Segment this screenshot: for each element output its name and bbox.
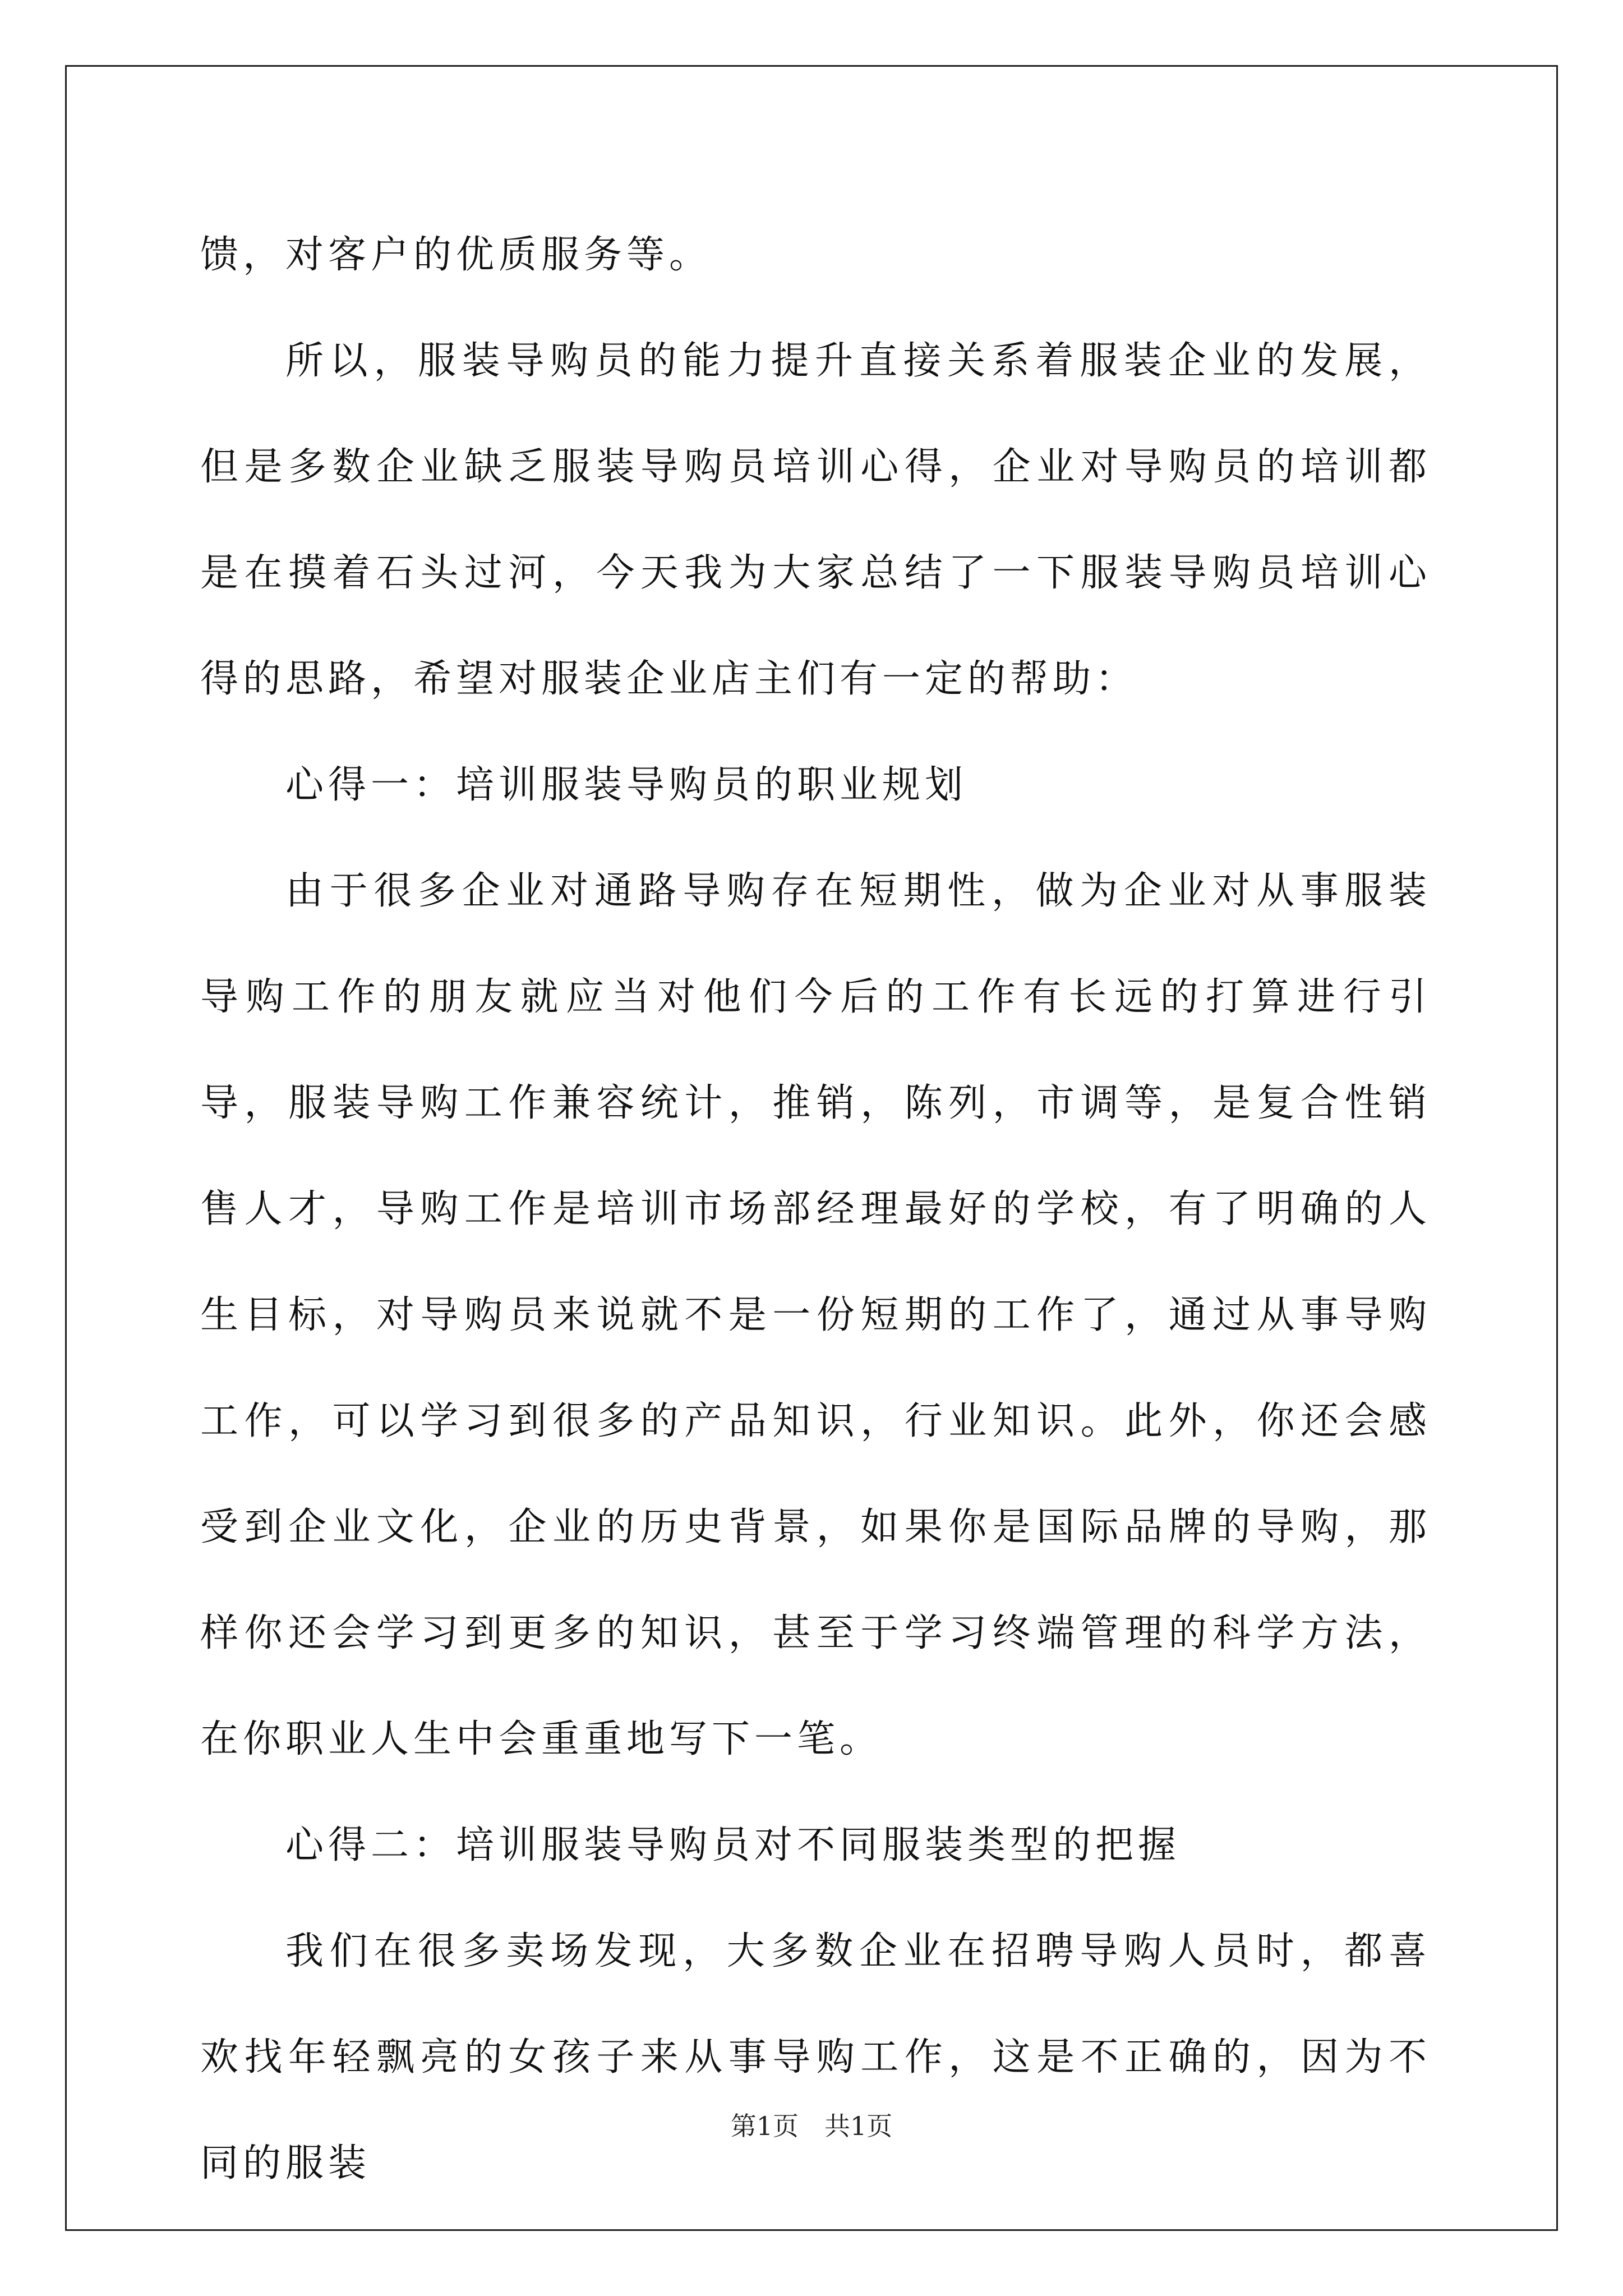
paragraph-career-planning: 由于很多企业对通路导购存在短期性，做为企业对从事服装导购工作的朋友就应当对他们今后的工作有长远的打算进行引导，服装导购工作兼容统计，推销，陈列，市调等，是复合性销售人才，导购工作是培训市场部经理最好的学校，有了明确的人生目标，对导购员来说就不是一份短期的工作了，通过从事导购工作，可以学习到很多的产品知识，行业知识。此外，你还会感受到企业文化，企业的历史背景，如果你是国际品牌的导购，那样你还会学习到更多的知识，甚至于学习终端管理的科学方法，在你职业人生中会重重地写下一笔。 [200,869,1431,1761]
paragraph-continuation: 馈，对客户的优质服务等。 [200,233,712,277]
paragraph-clothing-types: 我们在很多卖场发现，大多数企业在招聘导购人员时，都喜欢找年轻飘亮的女孩子来从事导购工作，这是不正确的，因为不同的服装 [200,1929,1431,2185]
paragraph-intro: 所以，服装导购员的能力提升直接关系着服装企业的发展，但是多数企业缺乏服装导购员培训心得，企业对导购员的培训都是在摸着石头过河，今天我为大家总结了一下服装导购员培训心得的思路，希望对服装企业店主们有一定的帮助： [200,339,1431,701]
document-body [200,202,1431,2216]
section-heading-1: 心得一：培训服装导购员的职业规划 [285,763,968,807]
section-heading-2: 心得二：培训服装导购员对不同服装类型的把握 [285,1823,1181,1867]
page-number-footer: 第1页 共1页 [730,2111,893,2141]
